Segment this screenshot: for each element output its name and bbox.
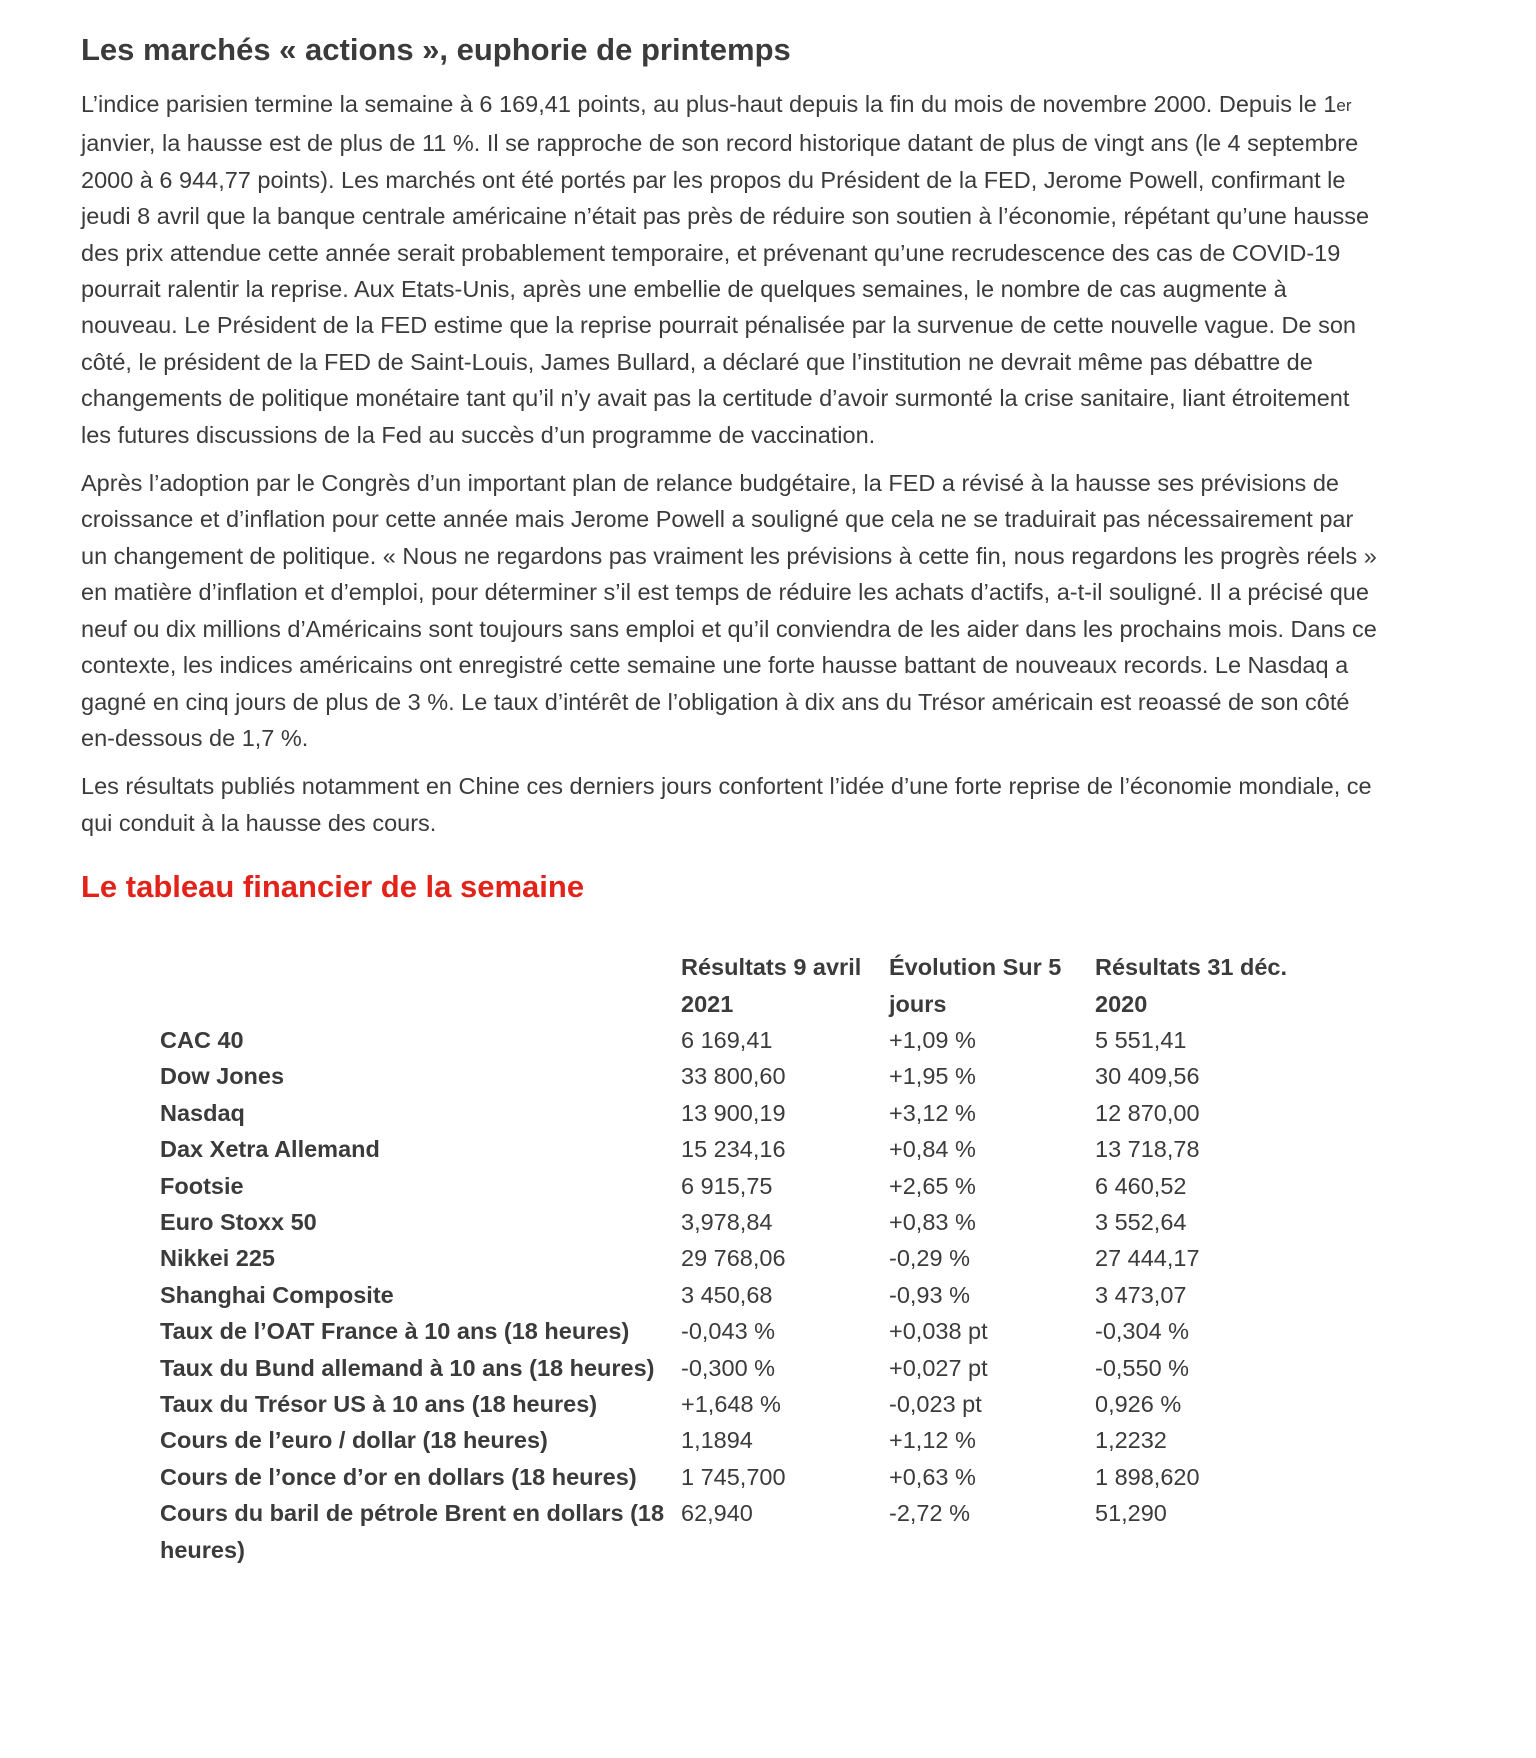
row-label: Taux de l’OAT France à 10 ans (18 heures) (160, 1318, 630, 1345)
cell-evolution: +1,09 % (889, 1026, 976, 1053)
cell-evolution: +1,95 % (889, 1063, 976, 1090)
table-row (160, 1204, 1335, 1240)
cell-results-apr9: 1,1894 (681, 1427, 753, 1454)
cell-results-apr9: -0,300 % (681, 1354, 776, 1381)
row-label: Nasdaq (160, 1099, 245, 1126)
cell-evolution: +3,12 % (889, 1099, 976, 1126)
paragraph-2: Après l’adoption par le Congrès d’un important plan de relance budgétaire, la FED a révisé à la hausse ses prévisions de croissance et d’inflation pour cette année mais Jerome Powell a souligné que cela ne se traduirait pas nécessairement par un changement de politique. « Nous ne regardons pas vraiment les prévisions à cette fin, nous regardons les progrès réels » en matière d’inflation et d’emploi, pour déterminer s’il est temps de réduire les achats d’actifs, a-t-il souligné. Il a précisé que neuf ou dix millions d’Américains sont toujours sans emploi et qu’il conviendra de les aider dans les prochains mois. Dans ce contexte, les indices américains ont enregistré cette semaine une forte hausse battant de nouveaux records. Le Nasdaq a gagné en cinq jours de plus de 3 %. Le taux d’intérêt de l’obligation à dix ans du Trésor américain est reoassé de son côté en-dessous de 1,7 %. (81, 470, 1377, 751)
table-row (160, 1495, 1335, 1568)
cell-results-dec31: 13 718,78 (1095, 1136, 1200, 1163)
row-label: Footsie (160, 1172, 244, 1199)
cell-results-dec31: 3 552,64 (1095, 1208, 1187, 1235)
cell-evolution: +2,65 % (889, 1172, 976, 1199)
cell-results-apr9: 33 800,60 (681, 1063, 786, 1090)
table-row (160, 1131, 1335, 1167)
table-row (160, 1168, 1335, 1204)
cell-results-dec31: 1,2232 (1095, 1427, 1167, 1454)
table-row (160, 1386, 1335, 1422)
row-label: Shanghai Composite (160, 1281, 394, 1308)
row-label: Taux du Bund allemand à 10 ans (18 heures) (160, 1354, 655, 1381)
table-header-row (160, 949, 1335, 1022)
cell-results-dec31: 12 870,00 (1095, 1099, 1200, 1126)
cell-results-dec31: 51,290 (1095, 1500, 1167, 1527)
cell-results-apr9: 6 169,41 (681, 1026, 773, 1053)
row-label: Cours du baril de pétrole Brent en dollars (18 heures) (160, 1500, 665, 1563)
cell-results-apr9: 13 900,19 (681, 1099, 786, 1126)
paragraph-1-rest: janvier, la hausse est de plus de 11 %. Il se rapproche de son record historique datant de plus de vingt ans (le 4 septembre 2000 à 6 944,77 points). Les marchés ont été portés par les propos du Président de la FED, Jerome Powell, confirmant le jeudi 8 avril que la banque centrale américaine n’était pas près de réduire son soutien à l’économie, répétant qu’une hausse des prix attendue cette année serait probablement temporaire, et prévenant qu’une recrudescence des cas de COVID-19 pourrait ralentir la reprise. Aux Etats-Unis, après une embellie de quelques semaines, le nombre de cas augmente à nouveau. Le Président de la FED estime que la reprise pourrait pénalisée par la survenue de cette nouvelle vague. De son côté, le président de la FED de Saint-Louis, James Bullard, a déclaré que l’institution ne devrait même pas débattre de changements de politique monétaire tant qu’il n’y avait pas la certitude d’avoir surmonté la crise sanitaire, liant étroitement les futures discussions de la Fed au succès d’un programme de vaccination. (81, 130, 1370, 448)
table-row (160, 1022, 1335, 1058)
cell-results-dec31: 3 473,07 (1095, 1281, 1187, 1308)
table-row (160, 1277, 1335, 1313)
table-body (160, 1022, 1335, 1568)
cell-results-apr9: 6 915,75 (681, 1172, 773, 1199)
header-label (160, 949, 681, 1022)
header-results-dec31: Résultats 31 déc. 2020 (1095, 954, 1288, 1017)
row-label: Euro Stoxx 50 (160, 1208, 317, 1235)
ordinal-suffix: er (1336, 96, 1352, 115)
cell-evolution: -0,023 pt (889, 1391, 982, 1417)
cell-results-dec31: 1 898,620 (1095, 1463, 1200, 1490)
row-label: Cours de l’once d’or en dollars (18 heures) (160, 1463, 637, 1490)
cell-results-dec31: 5 551,41 (1095, 1026, 1187, 1053)
paragraph-1 (81, 86, 1381, 453)
cell-results-apr9: 15 234,16 (681, 1136, 786, 1163)
cell-results-apr9: -0,043 % (681, 1318, 776, 1345)
cell-results-apr9: 62,940 (681, 1500, 753, 1527)
cell-results-apr9: 29 768,06 (681, 1245, 786, 1272)
header-evolution: Évolution Sur 5 jours (889, 954, 1062, 1017)
paragraph-1-start: L’indice parisien termine la semaine à 6 169,41 points, au plus-haut depuis la fin du mois de novembre 2000. Depuis le 1 (81, 91, 1337, 117)
cell-results-dec31: 27 444,17 (1095, 1245, 1200, 1272)
paragraph-3: Les résultats publiés notamment en Chine ces derniers jours confortent l’idée d’une forte reprise de l’économie mondiale, ce qui conduit à la hausse des cours. (81, 773, 1372, 836)
table-row (160, 1058, 1335, 1094)
table-row (160, 1095, 1335, 1131)
cell-results-apr9: 3,978,84 (681, 1208, 773, 1235)
table-row (160, 1350, 1335, 1386)
table-row (160, 1459, 1335, 1495)
cell-results-dec31: 0,926 % (1095, 1391, 1182, 1417)
table-row (160, 1240, 1335, 1276)
cell-results-dec31: -0,304 % (1095, 1318, 1190, 1345)
row-label: Dax Xetra Allemand (160, 1136, 380, 1163)
section-title: Les marchés « actions », euphorie de printemps (81, 32, 791, 67)
row-label: CAC 40 (160, 1026, 244, 1053)
table-row (160, 1313, 1335, 1349)
row-label: Nikkei 225 (160, 1245, 275, 1272)
table-row (160, 1422, 1335, 1458)
table-title: Le tableau financier de la semaine (81, 869, 585, 905)
cell-evolution: -0,29 % (889, 1245, 970, 1272)
cell-evolution: -0,93 % (889, 1281, 970, 1308)
cell-results-apr9: +1,648 % (681, 1391, 781, 1417)
cell-results-dec31: 6 460,52 (1095, 1172, 1187, 1199)
cell-evolution: +0,83 % (889, 1208, 976, 1235)
cell-evolution: +0,038 pt (889, 1318, 988, 1345)
cell-evolution: -2,72 % (889, 1500, 970, 1527)
header-results-apr9: Résultats 9 avril 2021 (681, 954, 862, 1017)
cell-evolution: +0,63 % (889, 1463, 976, 1490)
row-label: Dow Jones (160, 1063, 285, 1090)
cell-results-dec31: 30 409,56 (1095, 1063, 1200, 1090)
row-label: Cours de l’euro / dollar (18 heures) (160, 1427, 548, 1454)
cell-evolution: +1,12 % (889, 1427, 976, 1454)
row-label: Taux du Trésor US à 10 ans (18 heures) (160, 1391, 598, 1417)
cell-results-apr9: 3 450,68 (681, 1281, 773, 1308)
cell-evolution: +0,84 % (889, 1136, 976, 1163)
cell-evolution: +0,027 pt (889, 1354, 988, 1381)
cell-results-dec31: -0,550 % (1095, 1354, 1190, 1381)
financial-table (160, 949, 1335, 1568)
cell-results-apr9: 1 745,700 (681, 1463, 786, 1490)
